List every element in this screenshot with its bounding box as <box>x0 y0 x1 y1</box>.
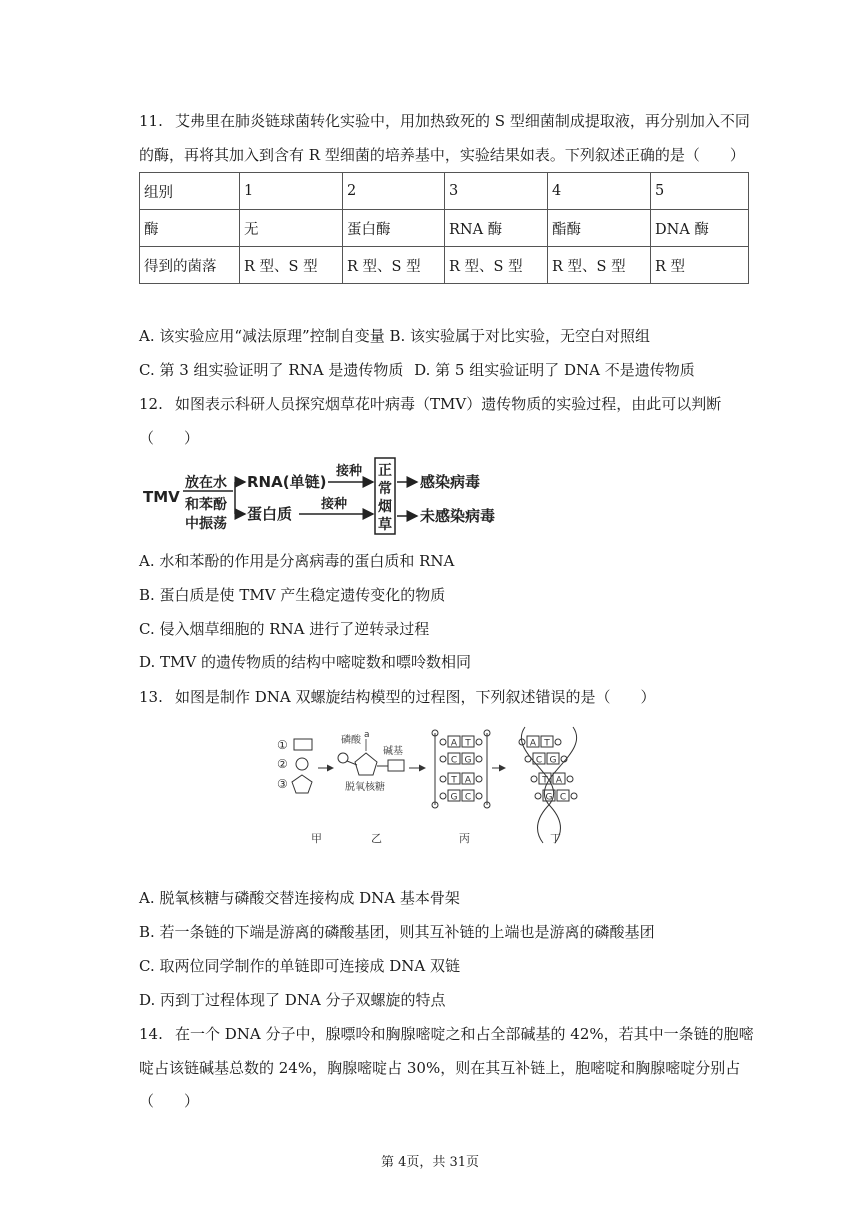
q11-number: 11. <box>139 112 163 130</box>
bing-phosphate-node <box>476 739 482 745</box>
q13-option-b[interactable]: B. 若一条链的下端是游离的磷酸基团，则其互补链的上端也是游离的磷酸基团 <box>139 923 655 941</box>
infected-label: 感染病毒 <box>420 473 481 491</box>
bing-phosphate-node <box>440 756 446 762</box>
ding-phosphate-node <box>525 756 531 762</box>
treatment-text-2: 和苯酚 <box>185 497 227 513</box>
base-rect <box>388 760 404 771</box>
tobacco-char-3: 烟 <box>378 499 392 515</box>
table-cell: 2 <box>343 173 445 210</box>
ding-base-letter: G <box>545 792 553 803</box>
q12-option-c[interactable]: C. 侵入烟草细胞的 RNA 进行了逆转录过程 <box>139 620 430 638</box>
component-num-2: ② <box>277 757 288 771</box>
table-row <box>140 210 749 247</box>
bing-base-letter: T <box>451 775 457 786</box>
q11-options-cd <box>139 360 695 380</box>
table-cell: R 型、S 型 <box>240 247 343 284</box>
bing-base-letter: G <box>450 792 458 803</box>
q13-line1 <box>139 687 656 707</box>
deoxyribose-pentagon <box>355 753 377 775</box>
bing-base-letter: A <box>450 738 458 749</box>
q11-option-a[interactable]: A. 该实验应用“减法原理”控制自变量 <box>139 327 385 345</box>
label-jia: 甲 <box>311 832 322 845</box>
q13-option-d[interactable]: D. 丙到丁过程体现了 DNA 分子双螺旋的特点 <box>139 991 446 1009</box>
ding-phosphate-node <box>531 776 537 782</box>
table-cell: 酯酶 <box>548 210 651 247</box>
bing-phosphate-node <box>476 776 482 782</box>
protein-label: 蛋白质 <box>247 505 293 523</box>
tobacco-char-1: 正 <box>378 463 392 479</box>
dna-ladder-bing <box>432 730 490 808</box>
table-cell: R 型、S 型 <box>445 247 548 284</box>
page-footer: 第 4页，共 31页 <box>380 1155 480 1170</box>
q12-number: 12. <box>139 395 163 413</box>
bing-base-letter: G <box>464 755 472 766</box>
q11-option-b[interactable]: B. 该实验属于对比实验，无空白对照组 <box>389 327 651 345</box>
bing-base-letter: C <box>464 792 472 803</box>
bing-base-letter: C <box>450 755 458 766</box>
deoxyribose-label: 脱氧核糖 <box>345 782 385 793</box>
bing-phosphate-node <box>440 776 446 782</box>
label-ding: 丁 <box>550 832 561 845</box>
q11-stem-2: 的酶，再将其加入到含有 R 型细菌的培养基中，实验结果如表。下列叙述正确的是（ ） <box>139 146 745 164</box>
table-row <box>140 173 749 210</box>
table-cell: 无 <box>240 210 343 247</box>
ding-base-letter: A <box>555 775 563 786</box>
q12-option-d[interactable]: D. TMV 的遗传物质的结构中嘧啶数和嘌呤数相同 <box>139 653 471 671</box>
component-num-3: ③ <box>277 777 288 791</box>
q13-option-c[interactable]: C. 取两位同学制作的单链即可连接成 DNA 双链 <box>139 957 461 975</box>
table-cell: 3 <box>445 173 548 210</box>
bing-base-letter: T <box>465 738 471 749</box>
table-cell: R 型、S 型 <box>548 247 651 284</box>
bing-phosphate-node <box>440 793 446 799</box>
ding-base-letter: C <box>535 755 543 766</box>
dna-helix-ding <box>519 727 577 843</box>
bing-phosphate-node <box>476 756 482 762</box>
rna-label: RNA(单链) <box>247 473 327 491</box>
phosphate-label: 磷酸 <box>341 735 361 746</box>
q12-option-a[interactable]: A. 水和苯酚的作用是分离病毒的蛋白质和 RNA <box>139 552 455 570</box>
q11-options-ab <box>139 326 650 346</box>
ding-phosphate-node <box>567 776 573 782</box>
q12-line1 <box>139 394 721 414</box>
table-cell: 组别 <box>140 173 240 210</box>
ding-base-letter: C <box>559 792 567 803</box>
ding-base-letter: A <box>529 738 537 749</box>
treatment-text-3: 中振荡 <box>185 516 227 532</box>
table-cell: 4 <box>548 173 651 210</box>
component-num-1: ① <box>277 738 288 752</box>
q11-result-table <box>139 172 749 284</box>
label-yi: 乙 <box>371 832 382 845</box>
ding-phosphate-node <box>571 793 577 799</box>
tobacco-char-4: 草 <box>378 517 392 533</box>
ding-phosphate-node <box>535 793 541 799</box>
table-cell: 5 <box>651 173 749 210</box>
treatment-text-1: 放在水 <box>185 475 227 491</box>
q11-option-d[interactable]: D. 第 5 组实验证明了 DNA 不是遗传物质 <box>414 361 695 379</box>
pentagon-shape <box>292 775 312 793</box>
base-label: 碱基 <box>383 746 403 757</box>
table-cell: DNA 酶 <box>651 210 749 247</box>
circle-shape <box>296 758 308 770</box>
q12-stem-1: 如图表示科研人员探究烟草花叶病毒（TMV）遗传物质的实验过程，由此可以判断 <box>175 395 722 413</box>
q14-stem-2: 啶占该链碱基总数的 24%，胸腺嘧啶占 30%，则在其互补链上，胞嘧啶和胸腺嘧啶分别占 <box>139 1059 741 1077</box>
q14-line1 <box>139 1024 754 1044</box>
q14-number: 14. <box>139 1025 163 1043</box>
label-bing: 丙 <box>459 832 470 845</box>
not-infected-label: 未感染病毒 <box>420 507 496 525</box>
q11-stem-1: 艾弗里在肺炎链球菌转化实验中，用加热致死的 S 型细菌制成提取液，再分别加入不同 <box>175 112 750 130</box>
q13-stem-1: 如图是制作 DNA 双螺旋结构模型的过程图，下列叙述错误的是（ ） <box>175 688 656 706</box>
table-cell: RNA 酶 <box>445 210 548 247</box>
q11-line1 <box>139 111 750 131</box>
q14-stem-3: （ ） <box>139 1092 200 1110</box>
bing-phosphate-node <box>440 739 446 745</box>
q11-option-c[interactable]: C. 第 3 组实验证明了 RNA 是遗传物质 <box>139 361 404 379</box>
bing-phosphate-node <box>476 793 482 799</box>
phosphate-shape <box>294 739 312 750</box>
dna-model-diagram <box>275 725 585 850</box>
q12-stem-2: （ ） <box>139 429 200 447</box>
tobacco-char-2: 常 <box>378 481 392 497</box>
phosphate-circle <box>338 753 348 763</box>
q14-stem-1: 在一个 DNA 分子中，腺嘌呤和胸腺嘧啶之和占全部碱基的 42%，若其中一条链的胞嘧 <box>175 1025 754 1043</box>
table-cell: 1 <box>240 173 343 210</box>
tmv-experiment-diagram <box>139 456 519 538</box>
ding-base-letter: T <box>542 775 548 786</box>
table-cell: 得到的菌落 <box>140 247 240 284</box>
a-label: a <box>364 730 370 740</box>
table-cell: R 型 <box>651 247 749 284</box>
tmv-label: TMV <box>143 488 180 506</box>
table-cell: 蛋白酶 <box>343 210 445 247</box>
bing-base-letter: A <box>464 775 472 786</box>
q12-option-b[interactable]: B. 蛋白质是使 TMV 产生稳定遗传变化的物质 <box>139 586 446 604</box>
q13-option-a[interactable]: A. 脱氧核糖与磷酸交替连接构成 DNA 基本骨架 <box>139 889 460 907</box>
table-cell: R 型、S 型 <box>343 247 445 284</box>
ding-phosphate-node <box>555 739 561 745</box>
inoculate-label-1: 接种 <box>336 464 363 479</box>
inoculate-label-2: 接种 <box>321 497 348 512</box>
table-cell: 酶 <box>140 210 240 247</box>
ding-base-letter: G <box>549 755 557 766</box>
table-row <box>140 247 749 284</box>
ding-base-letter: T <box>544 738 550 749</box>
q13-number: 13. <box>139 688 163 706</box>
